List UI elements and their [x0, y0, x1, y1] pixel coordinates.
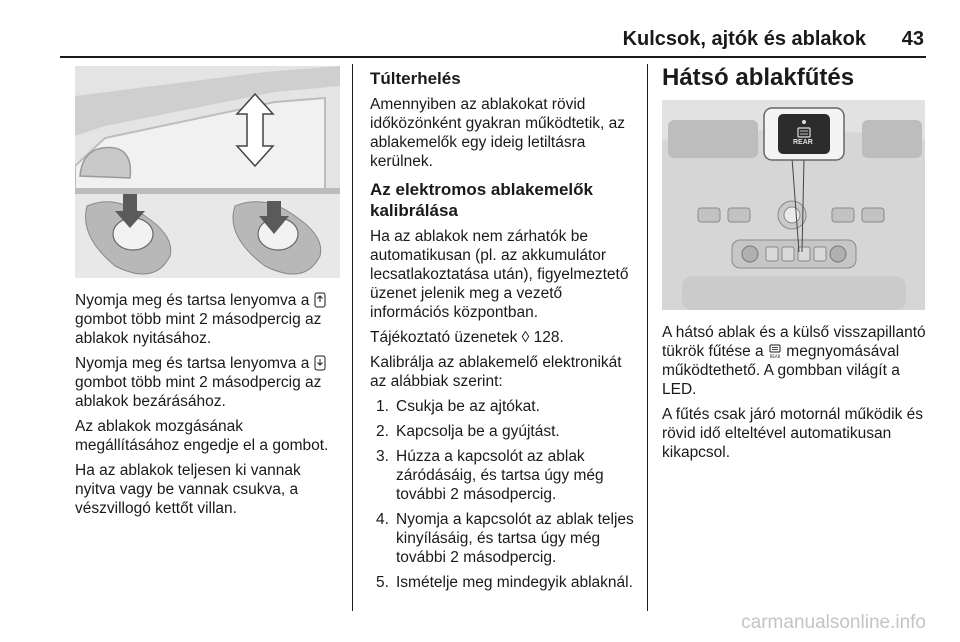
hazard-paragraph: Ha az ablakok teljesen ki vannak nyitva vagy be vannak csukva, a vészvillogó kettőt villan.: [75, 462, 301, 517]
calibration-paragraph-3: Kalibrálja az ablakemelő elektronikát az alábbiak szerint:: [370, 354, 622, 390]
right-column: [662, 64, 932, 98]
step-number: 1.: [376, 398, 389, 415]
window-close-icon: [314, 355, 326, 371]
page-header: [60, 28, 926, 56]
rear-defrost-illustration: [662, 100, 925, 310]
step-text: Húzza a kapcsolót az ablak záródásáig, és tartsa úgy még további 2 másodpercig.: [396, 448, 604, 503]
right-column-text: [662, 323, 934, 468]
window-switch-illustration: [75, 66, 340, 278]
step-text: Ismételje meg mindegyik ablaknál.: [396, 574, 633, 591]
window-open-icon: [314, 292, 326, 308]
rear-button-label: REAR: [793, 139, 813, 146]
calibration-heading: Az elektromos ablakemelők kalibrálása: [370, 180, 593, 220]
middle-column: [370, 68, 642, 598]
close-windows-paragraph: [75, 354, 345, 411]
step-number: 4.: [376, 511, 389, 528]
text: gombot több mint 2 másodpercig az ablakok bezárásához.: [75, 374, 322, 410]
open-windows-paragraph: [75, 291, 345, 348]
column-divider: [647, 64, 648, 611]
text: megnyomásával működtethető. A gombban világít a LED.: [662, 343, 900, 398]
list-item: [370, 573, 642, 592]
text: A hátsó ablak és a külső visszapillantó tükrök fűtése a: [662, 324, 926, 360]
text: Nyomja meg és tartsa lenyomva a: [75, 292, 310, 309]
step-number: 5.: [376, 574, 389, 591]
rear-heating-paragraph-1: [662, 323, 934, 399]
watermark: carmanualsonline.info: [741, 612, 926, 633]
step-number: 3.: [376, 448, 389, 465]
step-text: Kapcsolja be a gyújtást.: [396, 423, 560, 440]
rear-heating-paragraph-2: A fűtés csak járó motornál működik és rövid idő elteltével automatikusan kikapcsol.: [662, 406, 924, 461]
list-item: [370, 447, 642, 504]
list-item: [370, 510, 642, 567]
svg-text:REAR: REAR: [769, 354, 781, 359]
step-text: Csukja be az ajtókat.: [396, 398, 540, 415]
page-number: 43: [901, 28, 924, 50]
step-text: Nyomja a kapcsolót az ablak teljes kinyílásáig, és tartsa úgy még további 2 másodpercig.: [396, 511, 634, 566]
list-item: [370, 422, 642, 441]
column-divider: [352, 64, 353, 611]
step-number: 2.: [376, 423, 389, 440]
text: Nyomja meg és tartsa lenyomva a: [75, 355, 310, 372]
page-reference-arrow-icon: ◊: [521, 329, 530, 346]
stop-paragraph: Az ablakok mozgásának megállításához engedje el a gombot.: [75, 418, 329, 454]
text: Tájékoztató üzenetek: [370, 329, 518, 346]
page-reference[interactable]: 128.: [533, 329, 564, 346]
calibration-paragraph-2: [370, 328, 642, 347]
overload-heading: Túlterhelés: [370, 69, 461, 88]
calibration-paragraph-1: Ha az ablakok nem zárhatók be automatikusan (pl. az akkumulátor lecsatlakoztatása után), figyelmeztető üzenet jelenik meg a vezető információs központban.: [370, 228, 629, 321]
overload-paragraph: Amennyiben az ablakokat rövid időközönként gyakran működtetik, az ablakemelők egy ideig letiltásra kerülnek.: [370, 96, 626, 170]
list-item: [370, 397, 642, 416]
rear-heating-heading: Hátsó ablakfűtés: [662, 64, 855, 91]
text: gombot több mint 2 másodpercig az ablakok nyitásához.: [75, 311, 322, 347]
header-rule: [60, 56, 926, 58]
chapter-title: Kulcsok, ajtók és ablakok: [622, 28, 866, 50]
calibration-steps: [370, 397, 642, 592]
left-column-text: [75, 291, 345, 524]
rear-window-heating-icon: [768, 344, 782, 359]
